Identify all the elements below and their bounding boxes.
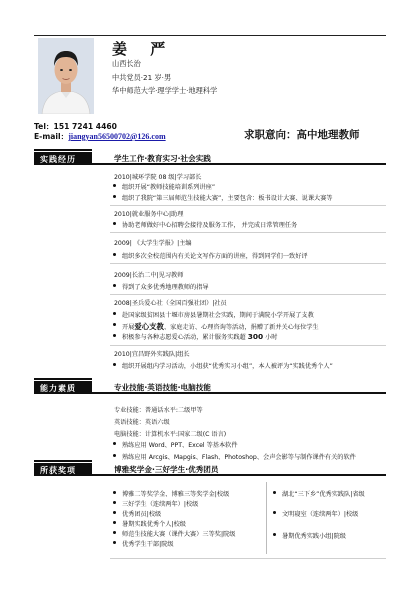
entry-divider (110, 263, 386, 264)
entry-divider (110, 345, 386, 346)
experience-entry-heading: 2010|宜昌野外实践队|组长 (114, 351, 190, 358)
award-item: 暑期实践优秀个人|校级 (112, 519, 186, 528)
entry-divider (110, 232, 386, 233)
experience-bullet: 组织开展“教师技能培训系列讲座” (112, 182, 215, 191)
email-label: E-mail： (34, 132, 69, 141)
skill-line: 专业技能：普通话水平:二级甲等 (114, 407, 203, 414)
bullet-emphasis: 爱心支教 (134, 322, 164, 331)
experience-bullet: 得到了众多优秀地理教师的指导 (112, 282, 209, 291)
experience-bullet: 协助老师做好中心招聘会接待及服务工作， 并完成日常管理任务 (112, 220, 297, 229)
award-item: 暑期优秀实践小组|院级 (272, 531, 346, 540)
awards-column-divider (266, 482, 267, 554)
bullet-text: 、家庭走访、心理咨询等活动，捐赠了新并关心每位学生 (163, 324, 319, 331)
personal-status: 中共党员·21 岁·男 (112, 73, 172, 82)
experience-entry-heading: 2008|圣兵爱心社（全国百强社团）|社员 (114, 300, 227, 307)
bullet-text: 小时 (265, 334, 278, 341)
experience-bullet (112, 332, 278, 341)
section-title: 专业技能·英语技能·电脑技能 (114, 383, 211, 392)
bullet-text: 积极参与各种志愿爱心活动，累计服务实践超 (122, 334, 246, 341)
section-label: 所获奖项 (40, 465, 76, 475)
award-item: 优秀团员|校级 (112, 509, 161, 518)
section-experience-header (34, 152, 386, 165)
section-awards-header (34, 463, 386, 476)
footer-rule (110, 558, 386, 559)
phone-number: 151 7241 4460 (53, 122, 117, 131)
candidate-name: 姜 严 (112, 40, 175, 58)
email-line (34, 131, 166, 142)
experience-entry-heading: 2009|长治二中|见习教师 (114, 272, 184, 279)
skill-bullet: 熟练应用 Word、PPT、Excel 等基本软件 (112, 440, 238, 449)
portrait-image (38, 38, 94, 114)
award-item: 师范生技能大赛（课件大赛）三等奖|院级 (112, 529, 235, 538)
award-item: 湖北“三下乡”优秀实践队|省级 (272, 489, 365, 498)
email-link[interactable]: jiangyan56500702@126.com (68, 132, 166, 141)
section-label: 实践经历 (40, 154, 76, 164)
award-item: 三好学生（连续两年）|校级 (112, 499, 198, 508)
section-title: 学生工作·教育实习·社会实践 (114, 154, 211, 163)
award-item: 博雅二等奖学金、博雅三等奖学金|校级 (112, 489, 229, 498)
section-tab (34, 152, 92, 165)
section-skills-header (34, 381, 386, 394)
phone-label: Tel： (34, 122, 54, 131)
skill-bullet: 熟练应用 Arcgis、Mapgis、Flash、Photoshop、会声会影等与制作课件有关的软件 (112, 452, 356, 461)
experience-entry-heading: 2010|就业服务中心|助理 (114, 211, 184, 218)
job-objective: 求职意向：高中地理教师 (244, 129, 360, 141)
header-rule (34, 35, 386, 36)
experience-bullet (112, 321, 319, 332)
award-item: 文明寝室（连续两年）|校级 (272, 509, 358, 518)
entry-divider (110, 205, 386, 206)
experience-bullet: 赴国家级贫困县十堰市房县暑期社会实践，期间于满院小学开展了支教 (112, 310, 314, 319)
education-summary: 华中师范大学·理学学士·地理科学 (112, 86, 218, 95)
award-item: 优秀学生干部|院级 (112, 539, 174, 548)
section-title: 博雅奖学金·三好学生·优秀团员 (114, 465, 219, 474)
section-tab (34, 381, 92, 394)
section-tab (34, 463, 92, 476)
skill-line: 电脑技能：计算机水平:国家二级(C 语言) (114, 431, 227, 438)
experience-bullet: 组织开展组内学习活动，小组获“优秀实习小组”，本人被评为“实践优秀个人” (112, 361, 333, 370)
experience-entry-heading: 2010|城环学院 08 级|学习部长 (114, 174, 202, 181)
skill-line: 英语技能：英语六级 (114, 419, 170, 426)
hometown: 山西长治 (112, 59, 141, 68)
experience-bullet: 组织了我院“第三届师范生技能大赛”，主要包含：板书设计大赛、说课大赛等 (112, 193, 333, 202)
experience-entry-heading: 2009| 《大学生学报》|主编 (114, 240, 192, 247)
bullet-text: 开展 (122, 324, 135, 331)
entry-divider (110, 294, 386, 295)
experience-bullet: 组织多次全校范围内有关论文写作方面的讲座，得到同学们一致好评 (112, 251, 308, 260)
profile-photo (38, 38, 94, 114)
section-label: 能力素质 (40, 383, 76, 393)
bullet-emphasis: 300 (247, 332, 264, 341)
